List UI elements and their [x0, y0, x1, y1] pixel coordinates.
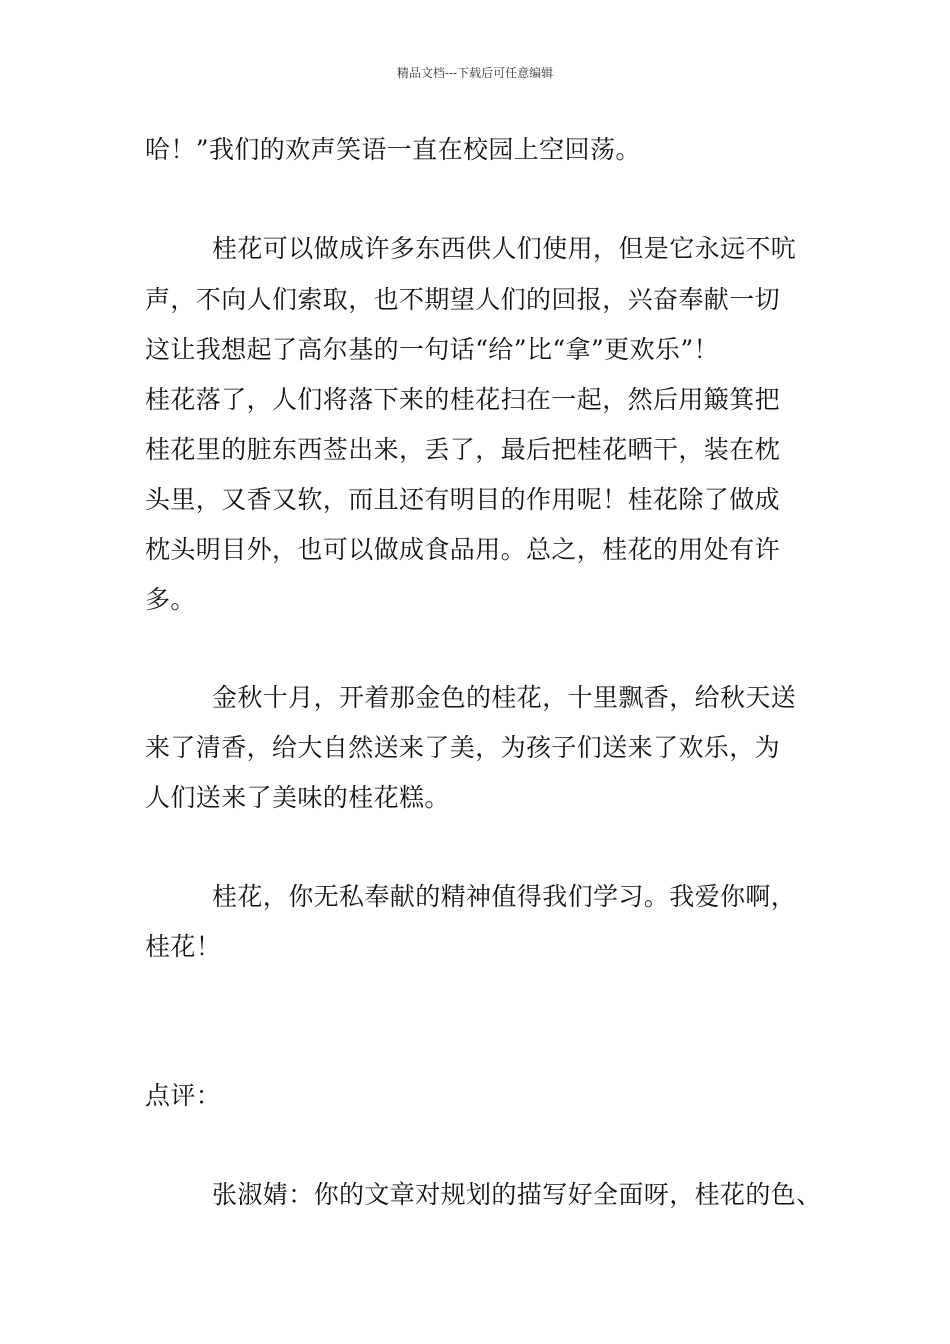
text-line: 来了清香，给大自然送来了美，为孩子们送来了欢乐，为 [145, 733, 781, 762]
page-header: 精品文档---下载后可任意编辑 [396, 66, 554, 80]
text-line: 这让我想起了高尔基的一句话“给”比“拿”更欢乐”！ [145, 335, 719, 364]
text-line: 头里，又香又软，而且还有明目的作用呢！桂花除了做成 [145, 485, 781, 514]
text-line: 枕头明目外，也可以做成食品用。总之，桂花的用处有许 [145, 535, 781, 564]
text-line: 桂花！ [145, 932, 222, 961]
text-line: 张淑婧：你的文章对规划的描写好全面呀，桂花的色、 [212, 1180, 822, 1209]
text-line: 桂花可以做成许多东西供人们使用，但是它永远不吭 [212, 234, 797, 263]
text-line: 金秋十月，开着那金色的桂花，十里飘香，给秋天送 [212, 683, 797, 712]
text-line: 声，不向人们索取，也不期望人们的回报，兴奋奉献一切 [145, 285, 781, 314]
text-line: 人们送来了美味的桂花糕。 [145, 783, 450, 812]
text-line: 多。 [145, 585, 196, 614]
comment-heading: 点评： [145, 1081, 222, 1110]
text-line: 桂花里的脏东西莶出来，丢了，最后把桂花晒干，装在枕 [145, 435, 781, 464]
text-line: 桂花落了，人们将落下来的桂花扫在一起，然后用簸箕把 [145, 385, 781, 414]
text-line: 桂花，你无私奉献的精神值得我们学习。我爱你啊， [212, 882, 797, 911]
text-line: 哈！”我们的欢声笑语一直在校园上空回荡。 [145, 135, 641, 164]
